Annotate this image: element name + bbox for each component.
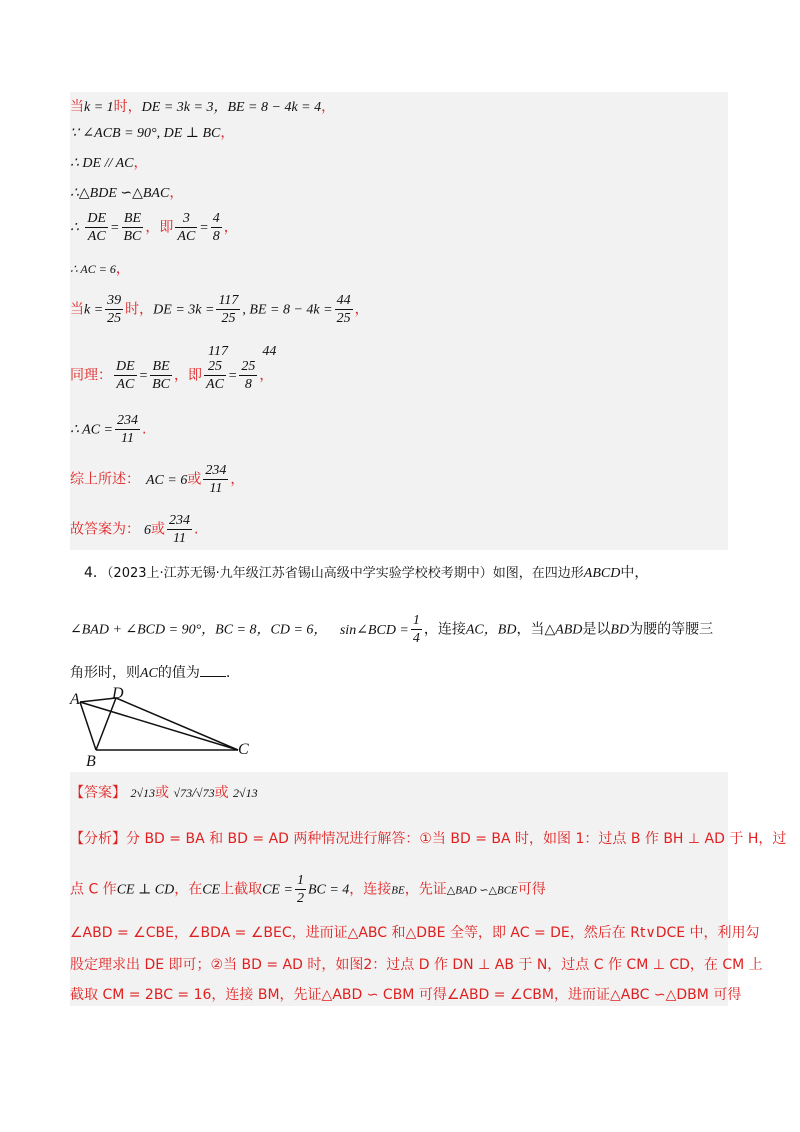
fraction: $\frac{234}{11}$ [169, 513, 190, 546]
fraction: $\frac{25}{AC}$ [206, 359, 224, 392]
analysis-line-2: 点 C 作CE ⊥ CD，在CE上截取CE = $\frac{1}{2}$ BC = 4，连接BE，先证△BAD ∽△BCE可得 [70, 873, 546, 906]
answer-blank [200, 664, 226, 677]
fraction: $\frac{DE}{AC}$ [116, 359, 135, 392]
fraction: $\frac{234}{11}$ [117, 413, 138, 446]
solution-line-7: 当k = $\frac{39}{25}$ 时，DE = 3k = $\frac{117}{25}$ , BE = 8 − 4k = $\frac{44}{25}$ ， [70, 293, 369, 326]
question-line-2: ∠BAD + ∠BCD = 90°，BC = 8，CD = 6， sin∠BCD = $\frac{1}{4}$ ，连接AC，BD，当△ABD是以BD为腰的等腰三 [70, 613, 714, 646]
question-line-1: 4．（2023上·江苏无锡·九年级江苏省锡山高级中学实验学校校考期中）如图，在四边形ABCD中， [84, 565, 649, 581]
solution-line-8: 同理： $\frac{DE}{AC}$ = $\frac{BE}{BC}$ ，即 $\frac{25}{AC}$ = $\frac{25}{8}$ ， [70, 359, 274, 392]
solution-panel [70, 92, 728, 550]
solution-line-8-top: 117 44 [208, 344, 277, 359]
label-C: C [238, 741, 249, 758]
fraction: $\frac{3}{AC}$ [177, 211, 196, 244]
label-A: A [70, 691, 80, 708]
solution-line-4: ∴△BDE ∽△BAC， [70, 185, 184, 201]
fraction: $\frac{DE}{AC}$ [87, 211, 107, 244]
question-line-3: 角形时，则AC的值为 . [70, 665, 231, 681]
solution-line-6: ∴ AC = 6， [70, 261, 130, 277]
analysis-line-4: 股定理求出 DE 即可；②当 BD = AD 时，如图2：过点 D 作 DN ⊥ AB 于 N，过点 C 作 CM ⊥ CD，在 CM 上 [70, 957, 763, 973]
analysis-line-1: 【分析】分 BD = BA 和 BD = AD 两种情况进行解答：①当 BD = BA 时，如图 1：过点 B 作 BH ⊥ AD 于 H，过 [70, 831, 787, 847]
label-D: D [112, 685, 124, 702]
solution-line-5: ∴ $\frac{DE}{AC}$ = $\frac{BE}{BC}$ ，即 $\frac{3}{AC}$ = $\frac{4}{8}$ ， [70, 211, 238, 244]
quadrilateral-figure [66, 684, 266, 768]
solution-line-3: ∴ DE // AC， [70, 155, 148, 171]
answer-line: 【答案】 2√13或 √73/√73或 2√13 [70, 785, 258, 801]
fraction: $\frac{234}{11}$ [205, 463, 227, 496]
label-B: B [86, 753, 96, 768]
solution-line-2: ∵ ∠ACB = 90°, DE ⊥ BC， [70, 125, 235, 141]
fraction: $\frac{44}{25}$ [336, 293, 351, 326]
solution-line-9: ∴ AC = $\frac{234}{11}$ . [70, 413, 147, 446]
fraction: $\frac{1}{2}$ [296, 873, 304, 906]
fraction: $\frac{BE}{BC}$ [152, 359, 171, 392]
analysis-line-3: ∠ABD = ∠CBE，∠BDA = ∠BEC，进而证△ABC 和△DBE 全等，即 AC = DE，然后在 Rt∨DCE 中，利用勾 [70, 925, 760, 941]
analysis-line-5: 截取 CM = 2BC = 16，连接 BM，先证△ABD ∽ CBM 可得∠ABD = ∠CBM，进而证△ABC ∽△DBM 可得 [70, 987, 742, 1003]
solution-line-1: 当k = 1时，DE = 3k = 3，BE = 8 − 4k = 4， [70, 99, 336, 115]
fraction: $\frac{BE}{BC}$ [123, 211, 142, 244]
fraction: $\frac{39}{25}$ [107, 293, 122, 326]
fraction: $\frac{117}{25}$ [218, 293, 239, 326]
solution-line-11: 故答案为： 6或 $\frac{234}{11}$ . [70, 513, 199, 546]
fraction: $\frac{25}{8}$ [241, 359, 256, 392]
fraction: $\frac{1}{4}$ [412, 613, 420, 646]
fraction: $\frac{4}{8}$ [212, 211, 220, 244]
answer-panel [70, 772, 787, 1006]
solution-line-10: 综上所述： AC = 6或 $\frac{234}{11}$ ， [70, 463, 245, 496]
